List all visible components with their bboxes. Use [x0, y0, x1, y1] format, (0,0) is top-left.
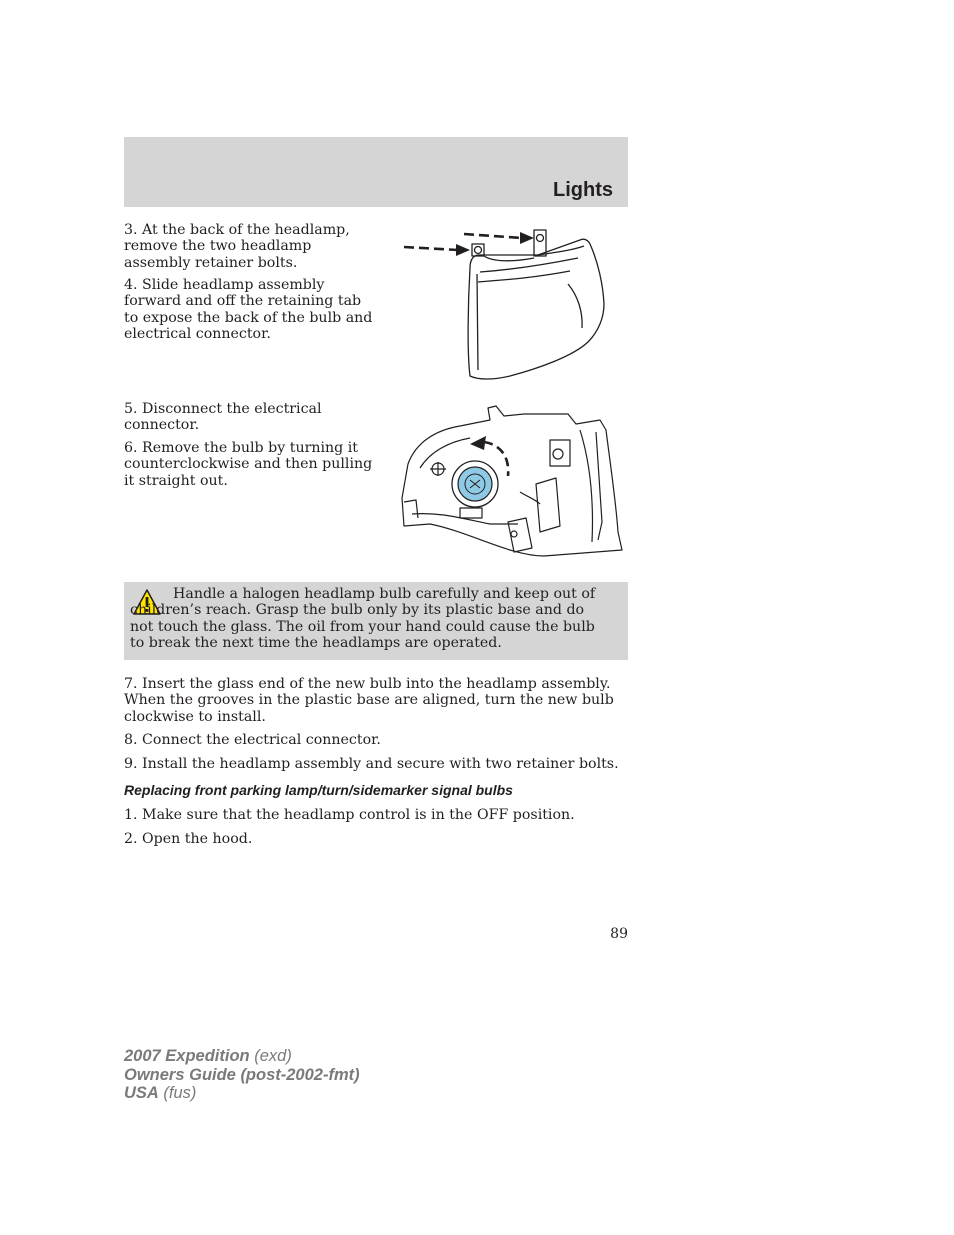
subsection-heading: Replacing front parking lamp/turn/sidemarker signal bulbs [124, 782, 513, 798]
footer-line-3 [124, 1084, 360, 1103]
step-8-text: 8. Connect the electrical connector. [124, 732, 381, 748]
step-4-text: 4. Slide headlamp assembly forward and off the retaining tab to expose the back of the bulb and electrical connector. [124, 277, 373, 342]
footer-model: 2007 Expedition [124, 1047, 250, 1065]
footer-line-1 [124, 1047, 360, 1066]
warning-box [124, 582, 628, 660]
section-title: Lights [553, 179, 613, 201]
parking-step-2-text: 2. Open the hood. [124, 831, 253, 847]
bulb-removal-figure [400, 402, 632, 560]
step-3-text: 3. At the back of the headlamp, remove the two headlamp assembly retainer bolts. [124, 222, 350, 271]
footer-guide: Owners Guide (post-2002-fmt) [124, 1065, 360, 1084]
parking-step-1-text: 1. Make sure that the headlamp control is in the OFF position. [124, 807, 575, 823]
headlamp-retainer-bolts-figure [398, 222, 608, 384]
footer-model-code: (exd) [249, 1047, 292, 1065]
footer-doc-info [124, 1047, 360, 1103]
step-6-text: 6. Remove the bulb by turning it counterclockwise and then pulling it straight out. [124, 440, 373, 489]
step-5-text: 5. Disconnect the electrical connector. [124, 401, 322, 434]
section-header-band [124, 137, 628, 207]
warning-text: Handle a halogen headlamp bulb carefully and keep out of children’s reach. Grasp the bulb only by its plastic base and do not touch the glass. The oil from your hand could cause the bulb to break the next time the headlamps are operated. [130, 586, 596, 652]
step-7-text: 7. Insert the glass end of the new bulb into the headlamp assembly. When the grooves in the plastic base are aligned, turn the new bulb clockwise to install. [124, 676, 614, 725]
footer-market-code: (fus) [158, 1084, 197, 1102]
footer-line-2 [124, 1066, 360, 1085]
footer-market: USA [124, 1084, 159, 1102]
step-9-text: 9. Install the headlamp assembly and secure with two retainer bolts. [124, 756, 619, 772]
page-number: 89 [610, 926, 628, 942]
